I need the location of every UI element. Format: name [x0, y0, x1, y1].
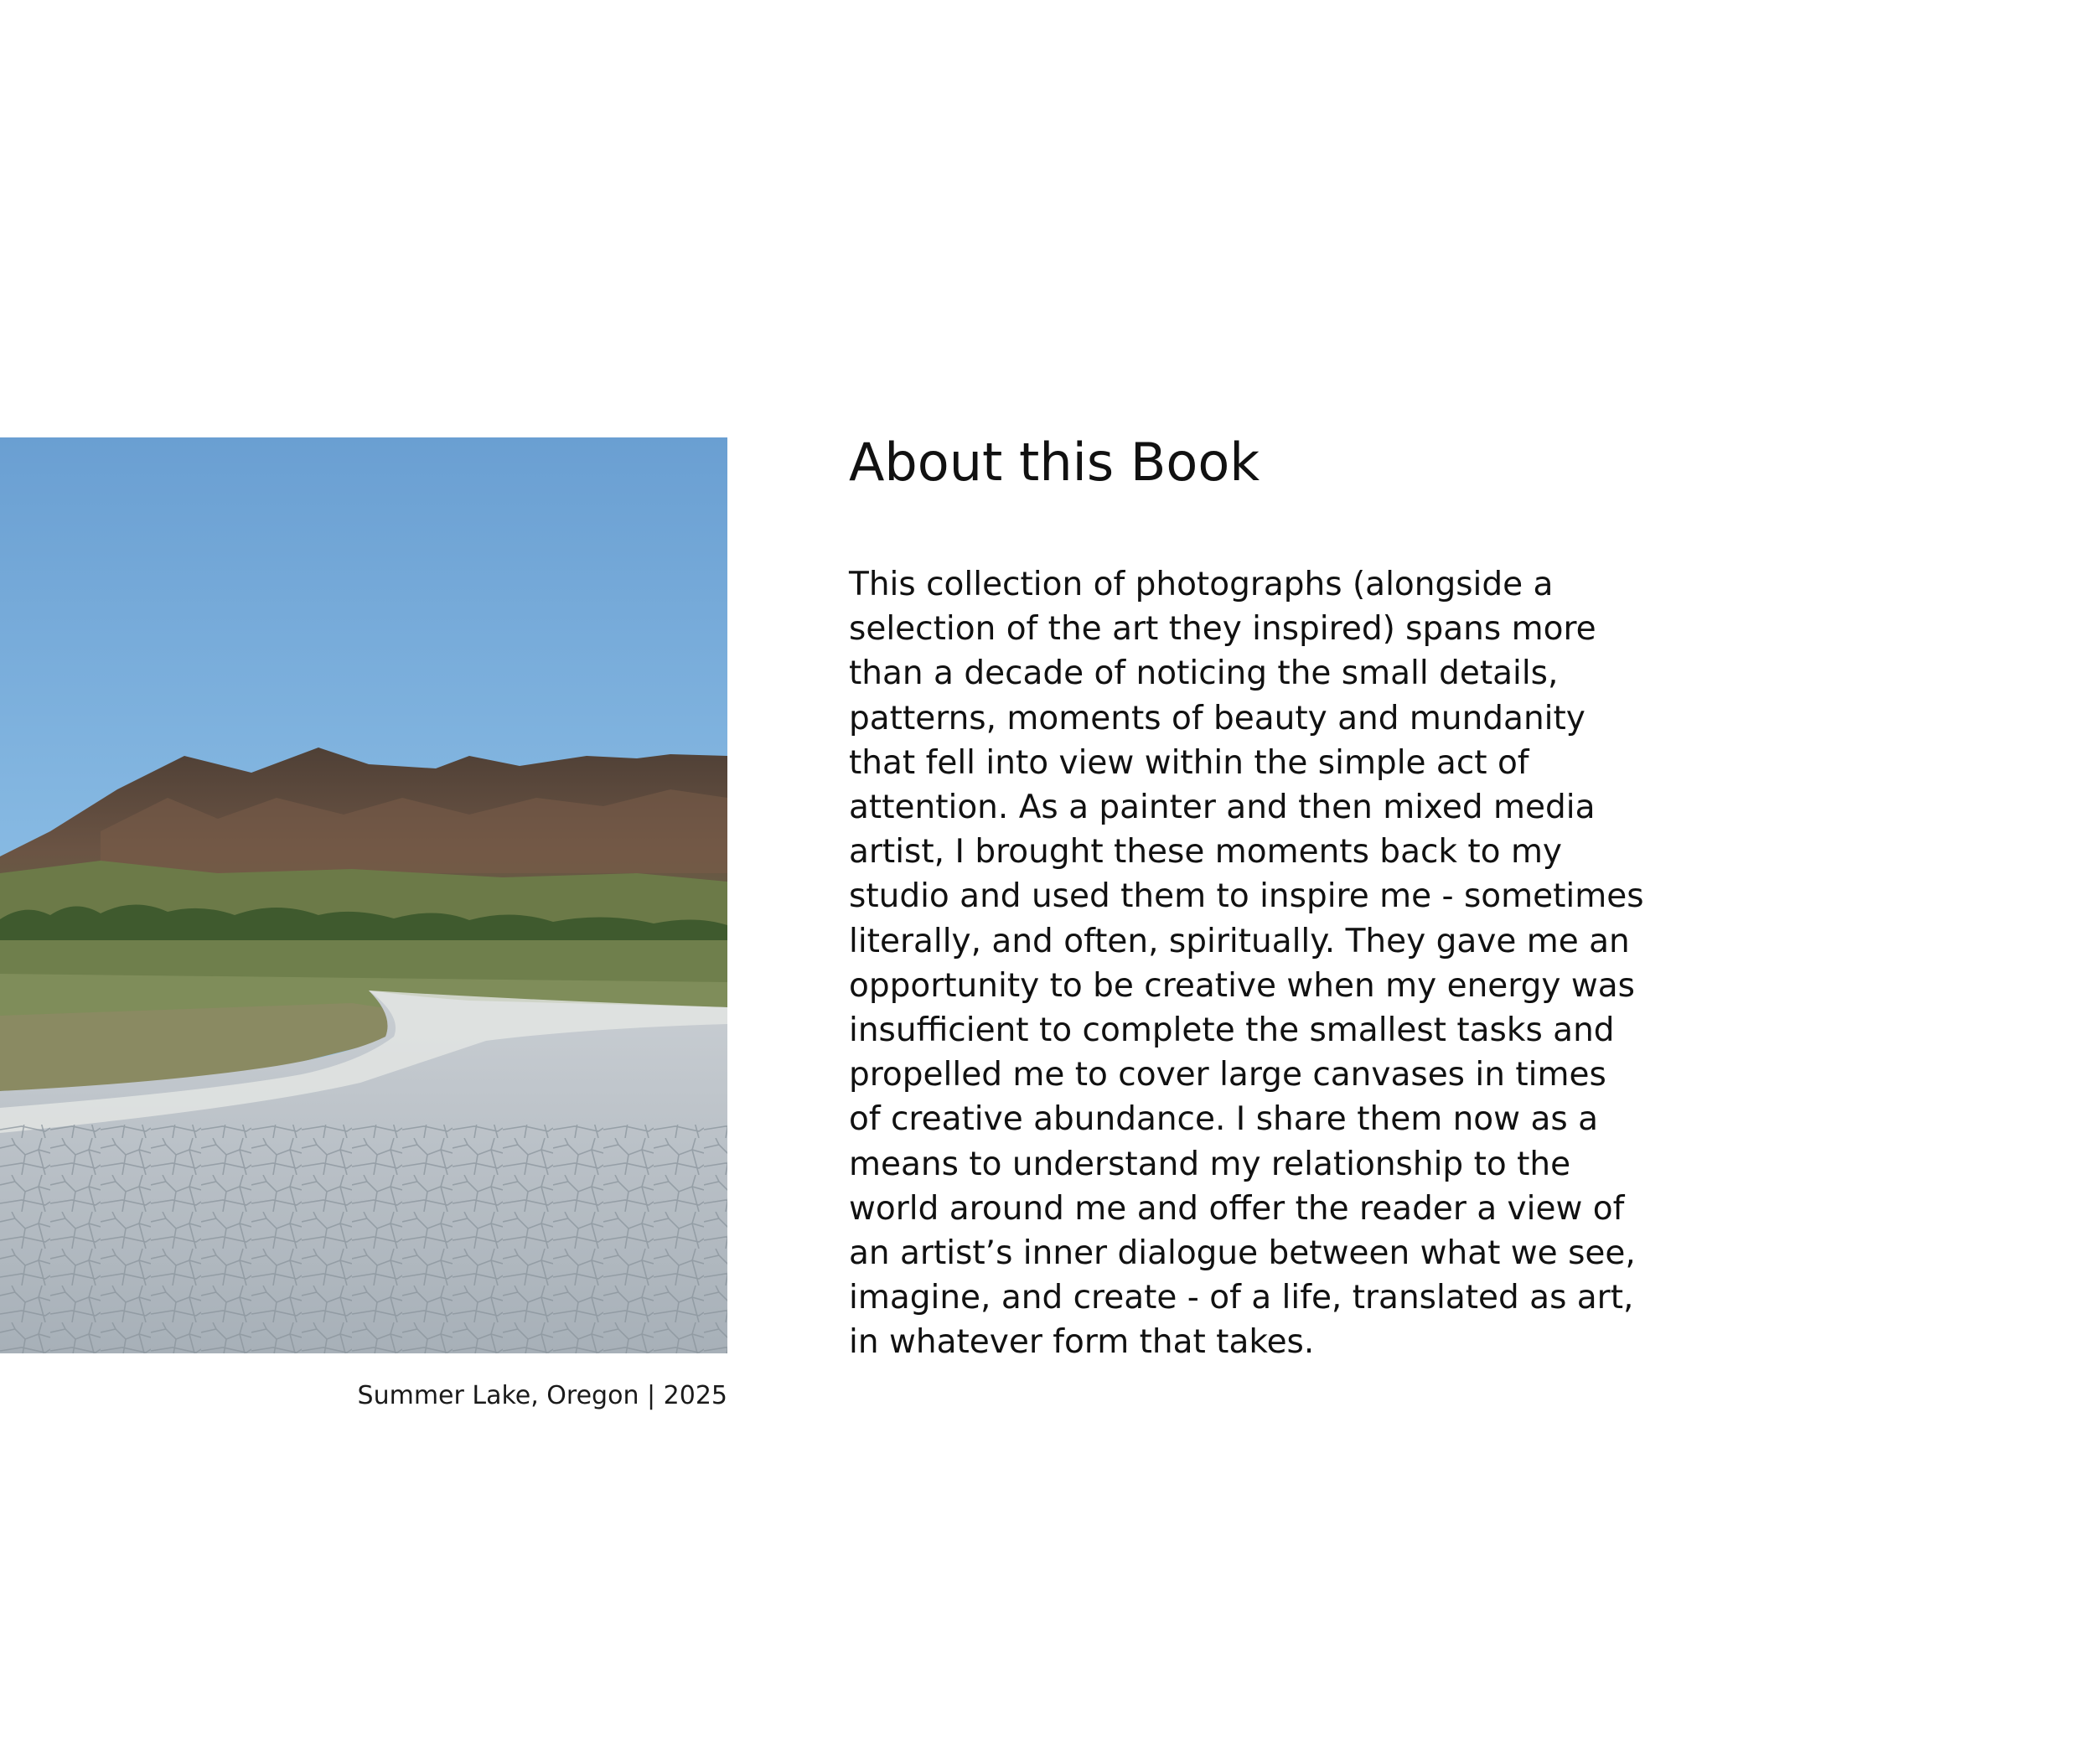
body-line: propelled me to cover large canvases in times [849, 1056, 1606, 1094]
body-paragraph [849, 562, 1687, 1365]
body-line: in whatever form that takes. [849, 1323, 1315, 1362]
body-line: an artist’s inner dialogue between what we see, [849, 1234, 1636, 1273]
body-line: artist, I brought these moments back to my [849, 833, 1563, 872]
body-line: that fell into view within the simple act of [849, 743, 1529, 782]
body-line: selection of the art they inspired) spans more [849, 610, 1596, 649]
body-line: means to understand my relationship to the [849, 1145, 1571, 1183]
photo-caption: Summer Lake, Oregon | 2025 [357, 1381, 727, 1410]
body-line: imagine, and create - of a life, translated as art, [849, 1279, 1634, 1317]
body-line: opportunity to be creative when my energy was [849, 966, 1635, 1005]
body-line: This collection of photographs (alongside a [849, 566, 1554, 603]
body-line: of creative abundance. I share them now as a [849, 1100, 1598, 1139]
landscape-photo [0, 437, 727, 1353]
body-line: insufficient to complete the smallest tasks and [849, 1011, 1615, 1050]
body-line: literally, and often, spiritually. They gave me an [849, 922, 1630, 960]
body-line: than a decade of noticing the small details, [849, 654, 1559, 693]
body-line: patterns, moments of beauty and mundanity [849, 699, 1585, 737]
body-line: world around me and offer the reader a view of [849, 1189, 1625, 1228]
body-line: studio and used them to inspire me - sometimes [849, 877, 1644, 916]
body-line: attention. As a painter and then mixed media [849, 789, 1596, 827]
page-title: About this Book [849, 432, 1260, 493]
